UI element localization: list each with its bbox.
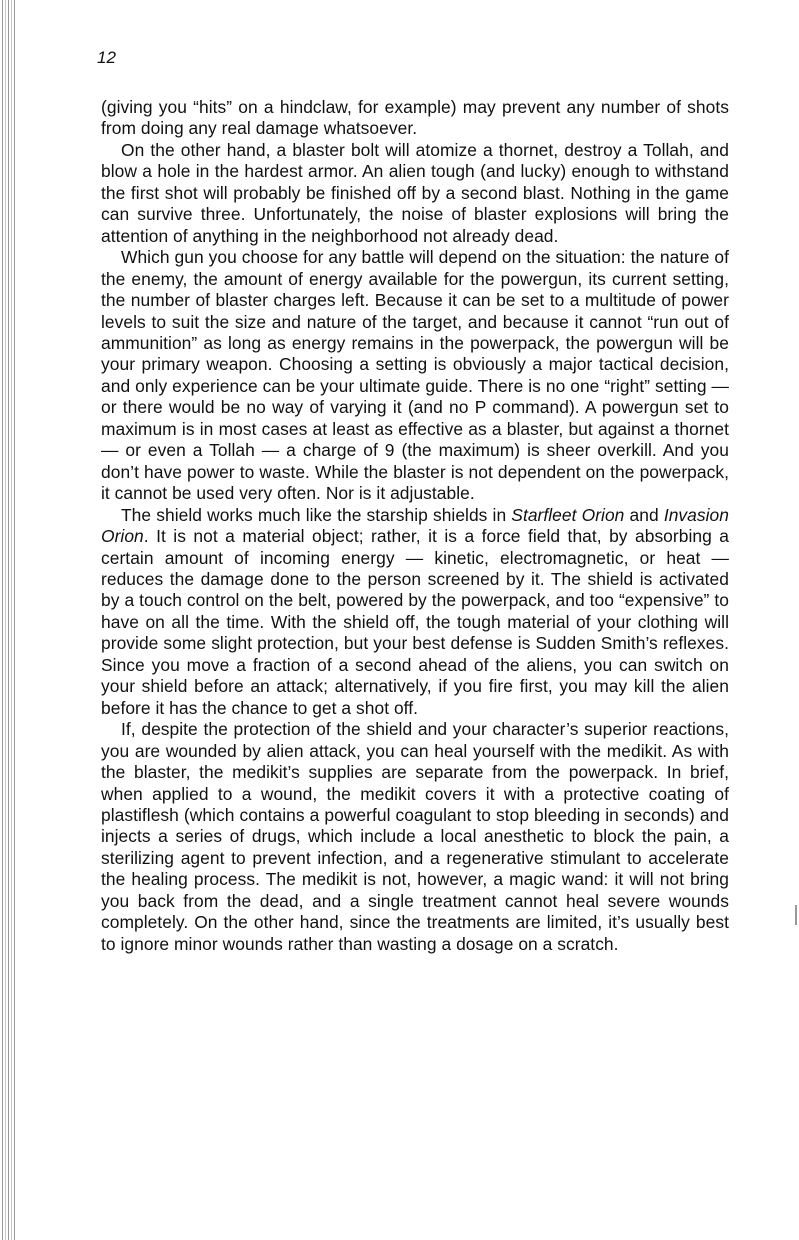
paragraph-4-text-b: and: [624, 504, 664, 525]
paragraph-3: Which gun you choose for any battle will depend on the situation: the nature of the enemy, the amount of energy available for the powergun, its current setting, the number of blaster charges left. Because it can be set to a multitude of power levels to suit the size and nature of the target, and because it cannot “run out of ammunition” as long as energy remains in the powerpack, the powergun will be your primary weapon. Choosing a setting is obviously a major tactical decision, and only experience can be your ultimate guide. There is no one “right” setting — or there would be no way of varying it (and no P command). A powergun set to maximum is in most cases at least as effective as a blaster, but against a thornet — or even a Tollah — a charge of 9 (the maximum) is sheer overkill. And you don’t have power to waste. While the blaster is not dependent on the powerpack, it cannot be used very often. Nor is it adjustable.: [101, 247, 729, 504]
page-number: 12: [97, 48, 116, 67]
page-edge-mark: [795, 905, 797, 925]
game-title-starfleet-orion: Starfleet Orion: [511, 504, 625, 525]
paragraph-1: (giving you “hits” on a hindclaw, for example) may prevent any number of shots from doing any real damage whatsoever.: [101, 97, 729, 139]
game-title-invasion-orion: Invasion Orion: [101, 504, 729, 547]
paragraph-4: [101, 505, 729, 720]
paragraph-4-text-c: . It is not a material object; rather, it is a force field that, by absorbing a certain amount of incoming energy — kinetic, electromagnetic, or heat — reduces the damage done to the person screened by it. The shield is activated by a touch control on the belt, powered by the powerpack, and too “expensive” to have on all the time. With the shield off, the tough material of your clothing will provide some slight protection, but your best defense is Sudden Smith’s reflexes. Since you move a fraction of a second ahead of the aliens, you can switch on your shield before an attack; alternatively, if you fire first, you may kill the alien before it has the chance to get a shot off.: [101, 526, 729, 718]
paragraph-5: If, despite the protection of the shield and your character’s superior reactions, you are wounded by alien attack, you can heal yourself with the medikit. As with the blaster, the medikit’s supplies are separate from the powerpack. In brief, when applied to a wound, the medikit covers it with a protective coating of plastiflesh (which contains a powerful coagulant to stop bleeding in seconds) and injects a series of drugs, which include a local anesthetic to block the pain, a sterilizing agent to prevent infection, and a regenerative stimulant to accelerate the healing process. The medikit is not, however, a magic wand: it will not bring you back from the dead, and a single treatment cannot heal severe wounds completely. On the other hand, since the treatments are limited, it’s usually best to ignore minor wounds rather than wasting a dosage on a scratch.: [101, 719, 729, 954]
paragraph-4-text-a: The shield works much like the starship shields in: [121, 504, 512, 525]
paragraph-2: On the other hand, a blaster bolt will atomize a thornet, destroy a Tollah, and blow a hole in the hardest armor. An alien tough (and lucky) enough to withstand the first shot will probably be finished off by a second blast. Nothing in the game can survive three. Unfortunately, the noise of blaster explosions will bring the attention of anything in the neighborhood not already dead.: [101, 139, 729, 246]
book-binding-edge: [0, 0, 16, 1240]
body-text: [101, 97, 729, 955]
